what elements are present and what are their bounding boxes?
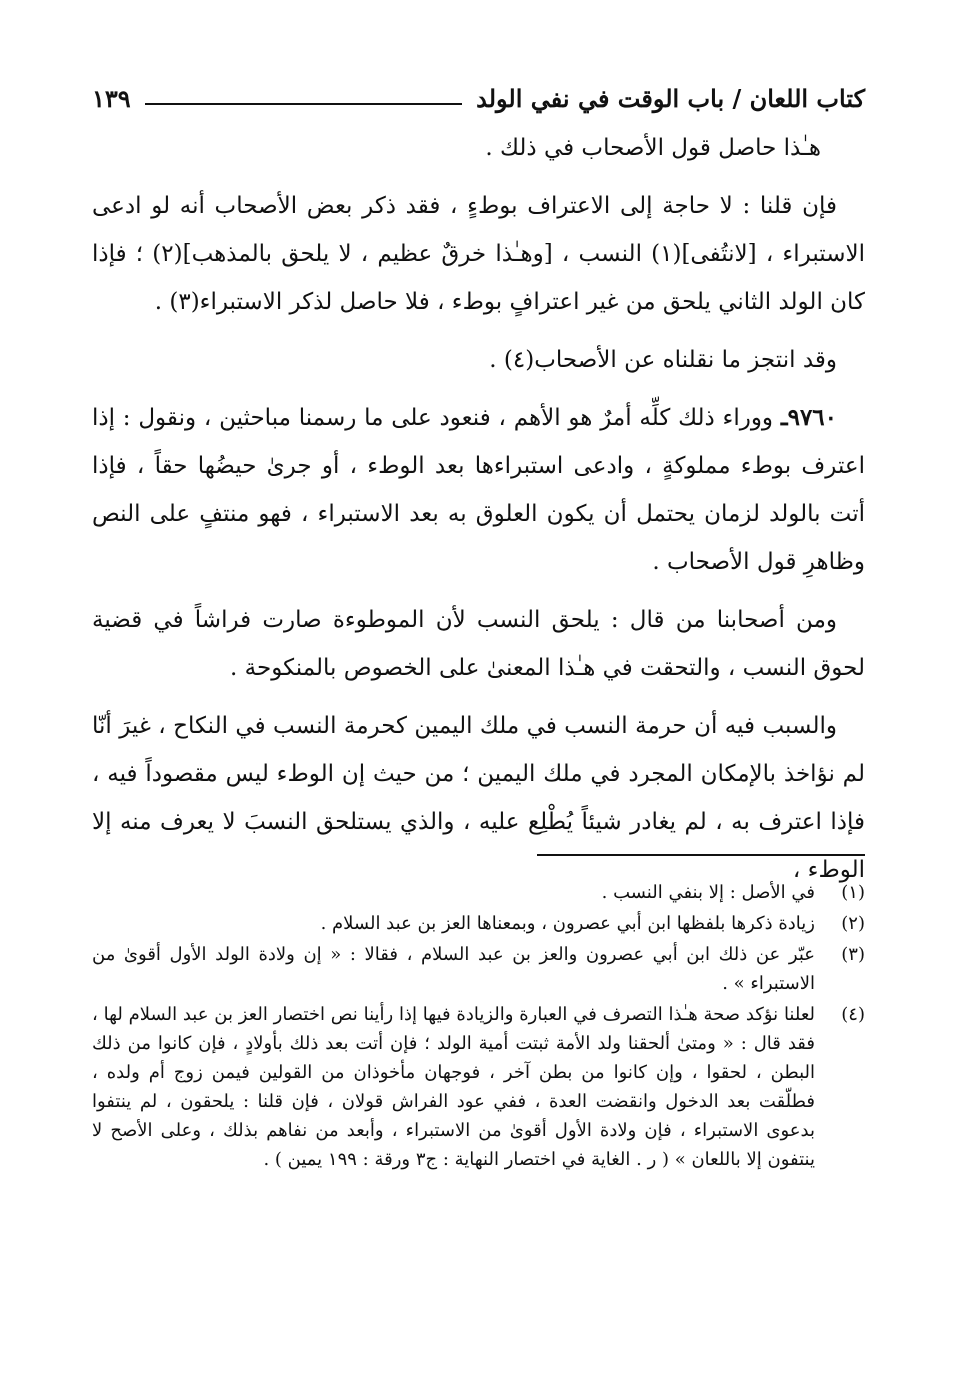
footnote — [92, 878, 865, 907]
footnote — [92, 909, 865, 938]
paragraph — [92, 394, 865, 586]
paragraph — [92, 596, 865, 692]
paragraph-text: ومن أصحابنا من قال : يلحق النسب لأن الموطوءة صارت فراشاً في قضية لحوق النسب ، والتحقت في هـٰذا المعنىٰ على الخصوص بالمنكوحة . — [92, 607, 865, 681]
paragraph — [92, 182, 865, 326]
chapter-title: كتاب اللعان / باب الوقت في نفي الولد — [476, 83, 865, 113]
paragraph-text: وقد انتجز ما نقلناه عن الأصحاب(٤) . — [489, 347, 837, 373]
footnote-text: عبّر عن ذلك ابن أبي عصرون والعز بن عبد السلام ، فقالا : « إن ولادة الولد الأول أقوىٰ من الاستبراء » . — [92, 944, 815, 994]
footnote-number: (٤) — [841, 1004, 865, 1025]
footnote — [92, 1000, 865, 1174]
paragraph-text: ووراء ذلك كلِّه أمرٌ هو الأهم ، فنعود على ما رسمنا مباحثين ، ونقول : إذا اعترف بوطء مملوكةٍ ، وادعى استبراءها بعد الوطء ، أو جرىٰ حيضُها حقاً ، فإذا أتت بالولد لزمان يحتمل أن يكون العلوق به بعد الاستبراء ، فهو منتفٍ على النص وظاهرِ قول الأصحاب . — [92, 405, 865, 575]
footnote-text: في الأصل : إلا بنفي النسب . — [601, 882, 815, 903]
paragraph — [92, 124, 865, 172]
paragraph — [92, 702, 865, 894]
footnote-text: لعلنا نؤكد صحة هـٰذا التصرف في العبارة والزيادة فيها إذا رأينا نص اختصار العز بن عبد السلام لها ، فقد قال : « ومتىٰ ألحقنا ولد الأمة ثبتت أمية الولد ؛ فإن أتت بعد ذلك بأولادٍ ، فإن كانوا من ذلك البطن ، لحقوا ، وإن كانوا من بطن آخر ، فوجهان مأخوذان من القولين فيمن زوج أم ولده ، فطلّقت بعد الدخول وانقضت العدة ، ففي عود الفراش قولان ، فإن قلنا : يلحقون ، لم ينتفوا بدعوى الاستبراء ، فإن ولادة الأول أقوىٰ من الاستبراء ، وأبعد من نفاهم بذلك ، وعلى الأصح لا ينتفون إلا باللعان » ( ر . الغاية في اختصار النهاية : ج٣ ورقة : ١٩٩ يمين ) . — [92, 1004, 815, 1170]
footnote-number: (١) — [841, 882, 865, 903]
main-text — [92, 124, 865, 904]
paragraph-number: ٩٧٦٠ـ — [780, 404, 838, 431]
page-number: ١٣٩ — [92, 83, 131, 113]
running-header — [92, 76, 865, 120]
footnote-separator — [537, 854, 865, 856]
paragraph-text: فإن قلنا : لا حاجة إلى الاعتراف بوطءٍ ، فقد ذكر بعض الأصحاب أنه لو ادعى الاستبراء ، [لانتُفى](١) النسب ، [وهـٰذا خرقٌ عظيم ، لا يلحق بالمذهب](٢) ؛ فإذا كان الولد الثاني يلحق من غير اعترافٍ بوطء ، فلا حاصل لذكر الاستبراء(٣) . — [92, 193, 865, 315]
footnote-number: (٣) — [841, 944, 865, 965]
paragraph-text: هـٰذا حاصل قول الأصحاب في ذلك . — [485, 135, 821, 161]
paragraph — [92, 336, 865, 384]
footnote-text: زيادة ذكرها بلفظها ابن أبي عصرون ، وبمعناها العز بن عبد السلام . — [320, 913, 815, 934]
header-rule — [145, 103, 462, 105]
paragraph-text: والسبب فيه أن حرمة النسب في ملك اليمين كحرمة النسب في النكاح ، غيرَ أنّا لم نؤاخذ بالإمكان المجرد في ملك اليمين ؛ من حيث إن الوطء ليس مقصوداً فيه ، فإذا اعترف به ، لم يغادر شيئاً يُطْلِع عليه ، والذي يستلحق النسبَ لا يعرف منه إلا الوطء ، — [92, 713, 865, 883]
footnote-number: (٢) — [841, 913, 865, 934]
footnotes — [92, 878, 865, 1176]
footnote — [92, 940, 865, 998]
